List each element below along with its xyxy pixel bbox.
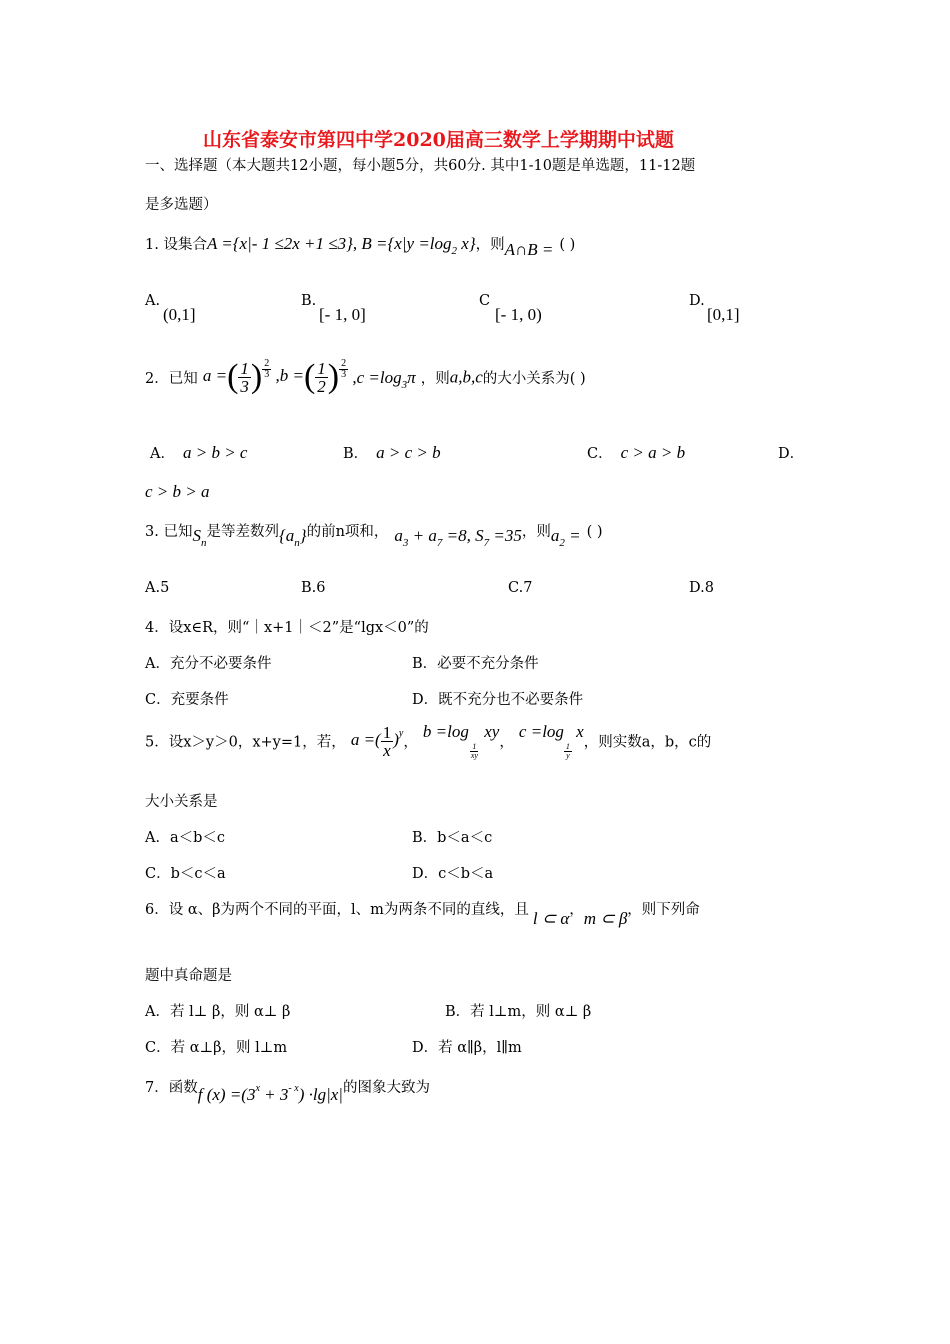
q2-option-a[interactable]: A． a > b > c: [150, 443, 248, 462]
section-heading-line1: 一、选择题（本大题共12小题，每小题5分，共60分. 其中1-10题是单选题，11-12题: [145, 158, 696, 174]
q1-option-a[interactable]: A. (0,1]: [145, 293, 196, 324]
q3-option-b[interactable]: B.6: [301, 580, 326, 596]
q5-option-c[interactable]: C．b＜c＜a: [145, 866, 226, 882]
q7-suffix: 的图象大致为: [342, 1080, 430, 1096]
q4-option-c[interactable]: C．充要条件: [145, 692, 229, 708]
q4-option-d[interactable]: D．既不充分也不必要条件: [412, 692, 584, 708]
q6-option-a[interactable]: A．若 l⊥ β，则 α⊥ β: [145, 1004, 291, 1020]
q3-option-a[interactable]: A.5: [145, 580, 170, 596]
q6-suffix: ，则下列命: [627, 902, 700, 918]
q2-option-d-value[interactable]: c > b > a: [145, 482, 210, 501]
q2-option-d-letter[interactable]: D．: [778, 446, 805, 462]
q1-option-b[interactable]: B. [- 1, 0]: [301, 293, 366, 324]
q5-option-b[interactable]: B．b＜a＜c: [412, 830, 493, 846]
question-7-stem: [145, 1076, 430, 1104]
question-4-stem: 4．设x∈R，则“｜x+1｜＜2”是“lgx＜0”的: [145, 620, 429, 636]
q1-option-d[interactable]: D. [0,1]: [689, 293, 740, 324]
q2-vars: a,b,c: [449, 367, 483, 387]
q3-option-d[interactable]: D.8: [689, 580, 714, 596]
q6-prefix: 6．设 α、β为两个不同的平面，l、m为两条不同的直线，且: [145, 902, 529, 918]
q3-paren: ( ): [586, 524, 603, 540]
q2-c-formula: $,c =\log_3\pi$: [352, 367, 416, 391]
q2-option-b[interactable]: B． a > c > b: [343, 443, 441, 462]
q5-option-a[interactable]: A．a＜b＜c: [145, 830, 226, 846]
q5-b-formula: b =log $\frac{1}{xy}$ xy: [422, 722, 500, 760]
q6-formula-1: l ⊂ α: [532, 909, 570, 928]
q1-option-c[interactable]: C [- 1, 0): [479, 293, 542, 324]
q2-a-formula: a =( $\frac{1}{3}$ ) $\frac{2}{3}$: [202, 358, 270, 396]
q3-a2: $a_2$ =: [550, 526, 581, 549]
q7-formula: f $(x) =(3^x + 3^{- x}) \cdot\lg|x|$: [197, 1083, 343, 1104]
q6-option-b[interactable]: B．若 l⊥m，则 α⊥ β: [445, 1004, 592, 1020]
q3-condition: $a_3 + a_7 =8$, $S_7 =35$: [394, 526, 522, 549]
question-6-stem: 6．设 α、β为两个不同的平面，l、m为两条不同的直线，且 l ⊂ α，m ⊂ β，则下列命: [145, 902, 700, 928]
q3-text-2: 的前n项和，: [306, 524, 389, 540]
q3-option-c[interactable]: C.7: [508, 580, 533, 596]
q5-c-formula: c =log $\frac{1}{y}$ x: [518, 722, 584, 760]
q1-paren: ( ): [559, 237, 576, 253]
q3-text-1: 是等差数列: [206, 524, 279, 540]
q2-prefix: 2．已知: [145, 371, 198, 387]
q6-formula-2: m ⊂ β: [583, 909, 628, 928]
q5-prefix: 5．设x＞y＞0，x+y=1，若，: [145, 734, 346, 751]
page-title: 山东省泰安市第四中学2020届高三数学上学期期中试题: [203, 129, 674, 151]
q5-option-d[interactable]: D．c＜b＜a: [412, 866, 494, 882]
q2-b-formula: ,b =( $\frac{1}{2}$ ) $\frac{2}{3}$: [275, 358, 347, 396]
q5-a-formula: a =( $\frac{1}{x}$ )$^y$: [350, 722, 404, 760]
q3-sn: $S_n$: [192, 526, 207, 549]
question-1-stem: [145, 233, 576, 259]
q3-an: $\{a_n\}$: [278, 526, 307, 549]
section-heading-line2: 是多选题）: [145, 197, 218, 213]
q1-formula: A ={x|- 1 ≤2x +1 ≤3}, $B =\{x|y =\log_2$ x}: [206, 234, 476, 257]
q2-mid: ，则: [420, 371, 450, 387]
q3-text-3: ，则: [521, 524, 551, 540]
q3-prefix: 3. 已知: [145, 524, 193, 540]
question-3-stem: [145, 520, 603, 549]
q1-prefix: 1. 设集合: [145, 237, 207, 253]
q5-stem-line2: 大小关系是: [145, 794, 218, 810]
q1-mid: ，则: [475, 237, 505, 253]
q2-option-c[interactable]: C． c > a > b: [587, 443, 686, 462]
q2-suffix: 的大小关系为( ): [482, 371, 586, 387]
q4-option-b[interactable]: B．必要不充分条件: [412, 656, 539, 672]
question-5-stem: 5．设x＞y＞0，x+y=1，若， a =( $\frac{1}{x}$ )$^y$， b =log $\frac{1}{xy}$ xy， c =log $\frac{1}{y}$ x，则实数a，b，c的: [145, 722, 712, 760]
q4-option-a[interactable]: A．充分不必要条件: [145, 656, 272, 672]
q1-expr: A∩B =: [504, 240, 554, 259]
q7-prefix: 7．函数: [145, 1080, 198, 1096]
q6-stem-line2: 题中真命题是: [145, 968, 232, 984]
question-2-stem: [145, 360, 586, 395]
q5-suffix: ，则实数a，b，c的: [583, 734, 712, 751]
q6-option-d[interactable]: D．若 α∥β，l∥m: [412, 1040, 522, 1056]
q6-option-c[interactable]: C．若 α⊥β，则 l⊥m: [145, 1040, 288, 1056]
